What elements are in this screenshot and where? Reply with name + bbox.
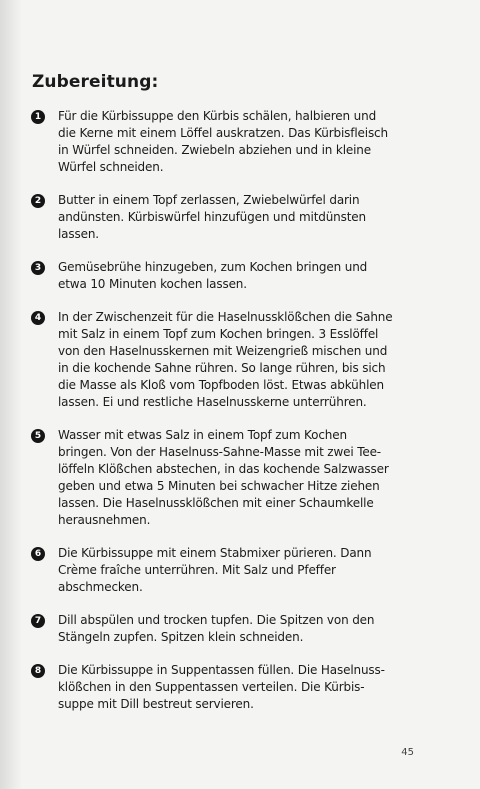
step-4: [31, 309, 436, 411]
step-number-badge: 7: [31, 614, 45, 628]
step-list: [31, 108, 436, 713]
step-2: [31, 192, 436, 243]
step-text: Die Kürbissuppe mit einem Stabmixer pürieren. Dann Crème fraîche unterrühren. Mit Salz und Pfeffer abschmecken.: [58, 546, 372, 594]
step-5: [31, 427, 436, 529]
step-number-badge: 3: [31, 261, 45, 275]
binding-shadow: [0, 0, 22, 789]
step-text: Die Kürbissuppe in Suppentassen füllen. Die Haselnuss- klößchen in den Suppentassen verteilen. Die Kürbis- suppe mit Dill bestreut servieren.: [58, 663, 385, 711]
step-number-badge: 8: [31, 664, 45, 678]
step-text: Wasser mit etwas Salz in einem Topf zum Kochen bringen. Von der Haselnuss-Sahne-Masse mit zwei Tee- löffeln Klößchen abstechen, in das kochende Salzwasser geben und etwa 5 Minuten bei schwacher Hitze ziehen lassen. Die Haselnussklößchen mit einer Schaumkelle herausnehmen.: [58, 428, 389, 527]
step-number-badge: 6: [31, 547, 45, 561]
step-8: [31, 662, 436, 713]
step-number-badge: 2: [31, 194, 45, 208]
section-heading: Zubereitung:: [32, 72, 159, 92]
step-text: Gemüsebrühe hinzugeben, zum Kochen bringen und etwa 10 Minuten kochen lassen.: [58, 260, 368, 291]
step-3: [31, 259, 436, 293]
step-1: [31, 108, 436, 176]
step-text: In der Zwischenzeit für die Haselnussklößchen die Sahne mit Salz in einem Topf zum Kochen bringen. 3 Esslöffel von den Haselnusskernen mit Weizengrieß mischen und in die kochende Sahne rühren. So lange rühren, bis sich die Masse als Kloß vom Topfboden löst. Etwas abkühlen lassen. Ei und restliche Haselnusskerne unterrühren.: [58, 310, 393, 409]
step-text: Dill abspülen und trocken tupfen. Die Spitzen von den Stängeln zupfen. Spitzen klein schneiden.: [58, 613, 375, 644]
step-text: Für die Kürbissuppe den Kürbis schälen, halbieren und die Kerne mit einem Löffel auskratzen. Das Kürbisfleisch in Würfel schneiden. Zwiebeln abziehen und in kleine Würfel schneiden.: [58, 109, 388, 174]
step-number-badge: 4: [31, 311, 45, 325]
step-number-badge: 1: [31, 110, 45, 124]
step-7: [31, 612, 436, 646]
step-6: [31, 545, 436, 596]
page-number: 45: [401, 747, 414, 758]
step-number-badge: 5: [31, 429, 45, 443]
step-text: Butter in einem Topf zerlassen, Zwiebelwürfel darin andünsten. Kürbiswürfel hinzufügen und mitdünsten lassen.: [58, 193, 366, 241]
